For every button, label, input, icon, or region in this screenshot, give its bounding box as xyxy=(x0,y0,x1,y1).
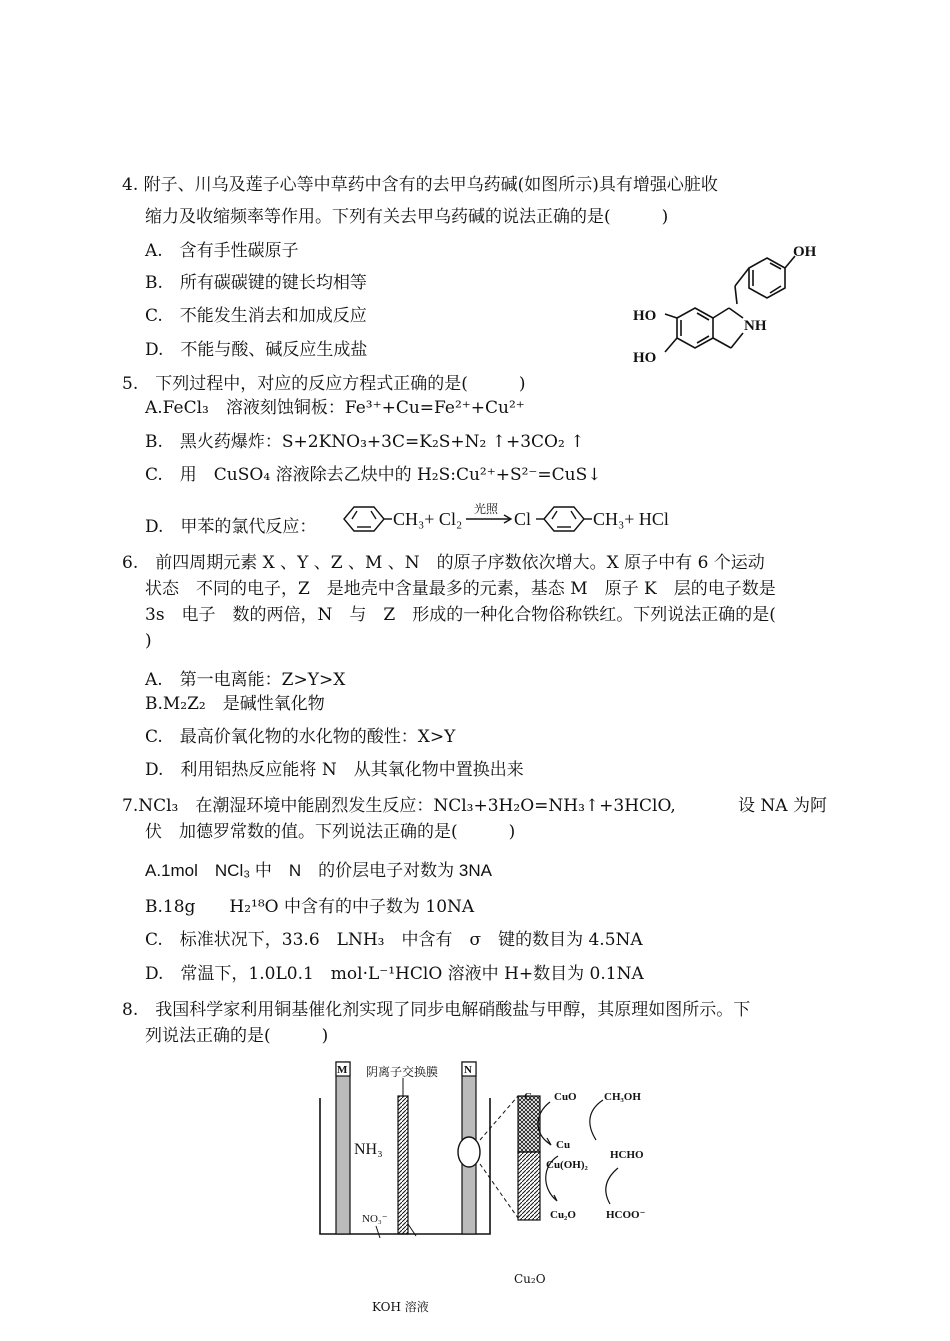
q7-option-c: C. 标准状况下，33.6 LNH₃ 中含有 σ 键的数目为 4.5NA xyxy=(145,930,643,950)
oh-label-top: OH xyxy=(793,244,817,260)
anion-exchange-membrane xyxy=(398,1096,408,1234)
ch3oh-label: CH₃OH xyxy=(604,1091,641,1103)
q4-option-b: B. 所有碳碳键的键长均相等 xyxy=(145,273,367,293)
q7-option-a: A.1mol NCl₃ 中 N 的价层电子对数为 3NA xyxy=(145,861,492,880)
q6-stem-line2: 状态 不同的电子，Z 是地壳中含量最多的元素，基态 M 原子 K 层的电子数是 xyxy=(145,579,776,599)
q7-stem-line1a: 7.NCl₃ 在潮湿环境中能剧烈发生反应：NCl₃+3H₂O=NH₃↑+3HClO, xyxy=(122,796,676,816)
q8-stem-line2: 列说法正确的是( ) xyxy=(145,1026,329,1046)
q7-stem-line1b: 设 NA 为阿 xyxy=(738,796,827,816)
q4-stem-line2: 缩力及收缩频率等作用。下列有关去甲乌药碱的说法正确的是( ) xyxy=(145,207,669,227)
electrolysis-cell-diagram xyxy=(318,1058,658,1248)
q5-stem: 5. 下列过程中，对应的反应方程式正确的是( ) xyxy=(122,374,526,394)
q4-option-d: D. 不能与酸、碱反应生成盐 xyxy=(145,340,368,360)
no3-label: NO₃⁻ xyxy=(362,1213,388,1225)
hcho-label: HCHO xyxy=(610,1149,644,1161)
ho-label-2: HO xyxy=(633,350,657,366)
membrane-label: 阴离子交换膜 xyxy=(366,1065,439,1079)
q5-option-d: D. 甲苯的氯代反应： xyxy=(145,517,317,537)
q4-stem-line1: 4. 附子、川乌及莲子心等中草药中含有的去甲乌药碱(如图所示)具有增强心脏收 xyxy=(122,175,718,195)
q6-option-b: B.M₂Z₂ 是碱性氧化物 xyxy=(145,694,325,714)
norcoclaurine-structure xyxy=(625,238,825,378)
q6-option-a: A. 第一电离能：Z>Y>X xyxy=(145,670,346,690)
q6-option-c: C. 最高价氧化物的水化物的酸性：X>Y xyxy=(145,727,456,747)
below-diagram-koh: KOH 溶液 xyxy=(372,1300,429,1314)
q6-stem-line3: 3s 电子 数的两倍，N 与 Z 形成的一种化合物俗称铁红。下列说法正确的是( xyxy=(145,605,776,625)
nh3-label: NH₃ xyxy=(354,1141,383,1158)
n-label: N xyxy=(464,1064,472,1076)
q4-option-a: A. 含有手性碳原子 xyxy=(145,241,299,261)
q6-option-d: D. 利用铝热反应能将 N 从其氧化物中置换出来 xyxy=(145,760,524,780)
ho-label-1: HO xyxy=(633,308,657,324)
q7-option-d: D. 常温下，1.0L0.1 mol·L⁻¹HClO 溶液中 H+数目为 0.1NA xyxy=(145,964,644,984)
q5-option-c: C. 用 CuSO₄ 溶液除去乙炔中的 H₂S:Cu²⁺+S²⁻=CuS↓ xyxy=(145,465,602,485)
catalyst-bubble xyxy=(458,1137,480,1167)
toluene-chlorination-equation xyxy=(330,500,700,540)
q7-option-b: B.18g H₂¹⁸O 中含有的中子数为 10NA xyxy=(145,897,475,917)
c-label: C xyxy=(524,1091,532,1103)
cl-term: Cl xyxy=(514,509,532,529)
q5-option-b: B. 黑火药爆炸：S+2KNO₃+3C=K₂S+N₂ ↑+3CO₂ ↑ xyxy=(145,432,585,452)
cu-label: Cu xyxy=(556,1139,571,1151)
light-condition: 光照 xyxy=(474,502,499,516)
cuoh2-label: Cu(OH)₂ xyxy=(546,1159,588,1171)
ch3-cl2-term: CH₃+ Cl₂ xyxy=(393,509,463,529)
q8-stem-line1: 8. 我国科学家利用铜基催化剂实现了同步电解硝酸盐与甲醇，其原理如图所示。下 xyxy=(122,1000,751,1020)
ch3-hcl-term: CH₃+ HCl xyxy=(593,509,669,529)
hcoo-label: HCOO⁻ xyxy=(606,1209,646,1221)
q4-option-c: C. 不能发生消去和加成反应 xyxy=(145,306,367,326)
q7-stem-line2: 伏 加德罗常数的值。下列说法正确的是( ) xyxy=(145,822,516,842)
m-label: M xyxy=(337,1064,348,1076)
q6-stem-line1: 6. 前四周期元素 X 、Y 、Z 、M 、N 的原子序数依次增大。X 原子中有 6 个运动 xyxy=(122,553,765,573)
q6-stem-line4: ) xyxy=(145,631,152,651)
nh-label: NH xyxy=(744,318,767,334)
cu2o-label: Cu₂O xyxy=(550,1209,576,1221)
below-diagram-cu2o: Cu₂O xyxy=(514,1272,546,1286)
cuo-label: CuO xyxy=(554,1091,577,1103)
electrode-m xyxy=(336,1062,350,1234)
q5-option-a: A.FeCl₃ 溶液刻蚀铜板：Fe³⁺+Cu=Fe²⁺+Cu²⁺ xyxy=(145,398,525,418)
